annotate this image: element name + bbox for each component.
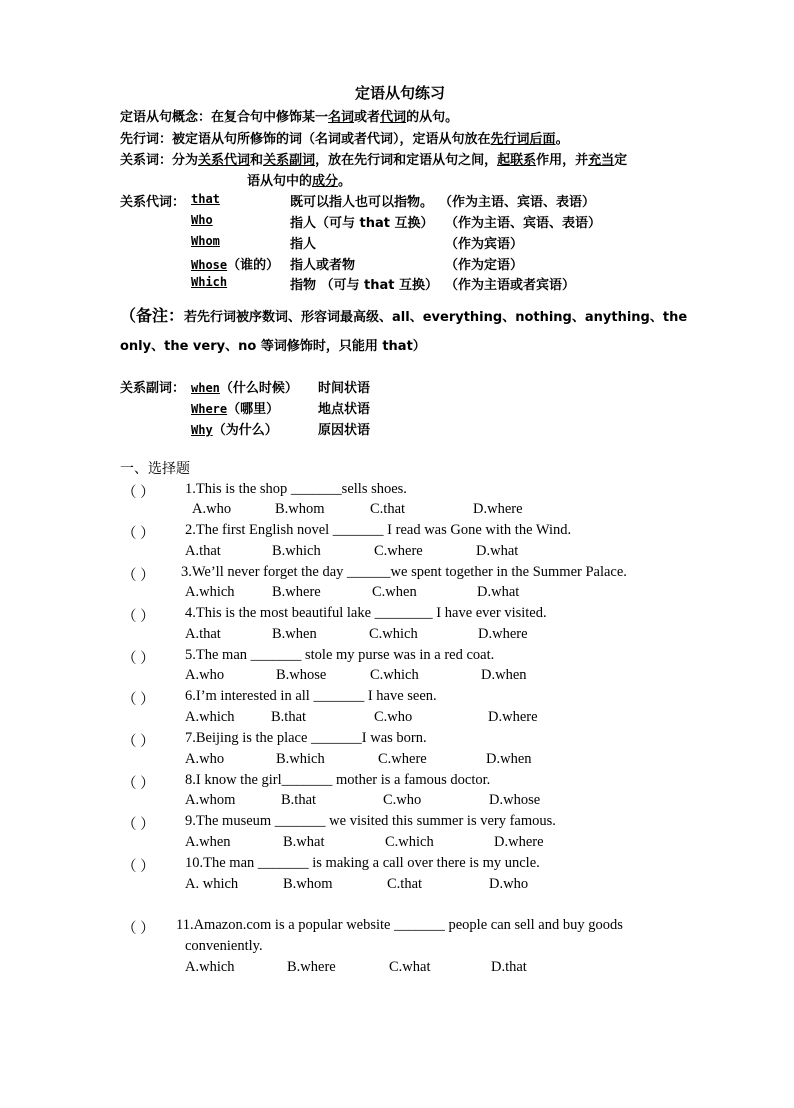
option-c: C.who: [383, 792, 422, 808]
question-text-continued: conveniently.: [185, 938, 263, 954]
pronoun-word-group: Whose（谁的）: [191, 258, 280, 273]
option-a: A.which: [185, 709, 235, 725]
option-d: D.that: [491, 959, 527, 975]
pronoun-word: Whose: [191, 258, 228, 272]
option-a: A.that: [185, 626, 221, 642]
option-d: D.where: [494, 834, 544, 850]
pronoun-role: （作为主语、宾语、表语）: [445, 216, 602, 231]
option-a: A.who: [185, 667, 225, 683]
answer-blank: （ ）: [122, 776, 155, 792]
page-title: 定语从句练习: [355, 84, 446, 102]
option-c: C.where: [374, 543, 423, 559]
option-b: B.which: [272, 543, 321, 559]
answer-blank: （ ）: [122, 734, 155, 750]
answer-blank: （ ）: [122, 921, 155, 937]
adverb-use: 时间状语: [318, 381, 371, 396]
option-a: A.which: [185, 959, 235, 975]
pronoun-word: that: [191, 192, 220, 206]
relative-word-label: 关系词：: [120, 153, 173, 168]
relative-word-line-2: 语从句中的成分。: [247, 174, 352, 189]
question-text: 2.The first English novel _______ I read was Gone with the Wind.: [185, 522, 572, 538]
option-a: A.who: [185, 751, 225, 767]
adverb-word: Where: [191, 402, 228, 416]
question-text: 7.Beijing is the place _______I was born.: [185, 730, 427, 746]
pronoun-meaning: 指人: [290, 237, 317, 252]
section-title: 一、选择题: [120, 461, 190, 477]
option-a: A.that: [185, 543, 221, 559]
adverb-word: when: [191, 381, 220, 395]
pronoun-role: （作为宾语）: [445, 237, 524, 252]
pronoun-word: Which: [191, 275, 228, 289]
adverb-label: 关系副词：: [120, 381, 186, 396]
adverb-word-group: when（什么时候）: [191, 381, 298, 396]
option-c: C.that: [387, 876, 423, 892]
option-b: B.whose: [276, 667, 327, 683]
option-c: C.that: [370, 501, 406, 517]
pronoun-meaning: 指人（可与 that 互换）: [290, 216, 434, 231]
option-b: B.where: [287, 959, 336, 975]
pronoun-meaning: 指人或者物: [290, 258, 356, 273]
option-b: B.when: [272, 626, 317, 642]
pronoun-role: （作为主语或者宾语）: [445, 278, 576, 293]
option-c: C.which: [369, 626, 418, 642]
adverb-word-group: Where（哪里）: [191, 402, 280, 417]
answer-blank: （ ）: [122, 859, 155, 875]
option-b: B.where: [272, 584, 321, 600]
option-a: A. which: [185, 876, 239, 892]
option-c: C.where: [378, 751, 427, 767]
option-a: A.who: [192, 501, 232, 517]
option-a: A.when: [185, 834, 231, 850]
answer-blank: （ ）: [122, 817, 155, 833]
pronoun-label: 关系代词：: [120, 195, 186, 210]
question-text: 8.I know the girl_______ mother is a famous doctor.: [185, 772, 491, 788]
adverb-use: 原因状语: [318, 423, 371, 438]
option-a: A.which: [185, 584, 235, 600]
option-c: C.what: [389, 959, 431, 975]
adverb-use: 地点状语: [318, 402, 371, 417]
note-line-2: only、the very、no 等词修饰时，只能用 that）: [120, 339, 426, 354]
pronoun-meaning: 指物 （可与 that 互换）: [290, 278, 439, 293]
option-d: D.when: [481, 667, 527, 683]
note-label: 备注：: [136, 306, 185, 325]
question-text: 4.This is the most beautiful lake ________ I have ever visited.: [185, 605, 547, 621]
question-text: 9.The museum _______ we visited this summer is very famous.: [185, 813, 556, 829]
answer-blank: （ ）: [122, 526, 155, 542]
question-text: 5.The man _______ stole my purse was in a red coat.: [185, 647, 495, 663]
answer-blank: （ ）: [122, 692, 155, 708]
antecedent-line: 先行词：被定语从句所修饰的词（名词或者代词），定语从句放在先行词后面。: [120, 132, 569, 147]
adverb-word: Why: [191, 423, 213, 437]
adverb-word-group: Why（为什么）: [191, 423, 278, 438]
pronoun-role: （作为定语）: [445, 258, 524, 273]
antecedent-label: 先行词：: [120, 132, 173, 147]
option-d: D.when: [486, 751, 532, 767]
option-c: C.which: [385, 834, 434, 850]
option-a: A.whom: [185, 792, 236, 808]
pronoun-role: （作为主语、宾语、表语）: [439, 195, 596, 210]
option-b: B.whom: [283, 876, 333, 892]
option-d: D.where: [473, 501, 523, 517]
option-d: D.where: [488, 709, 538, 725]
option-b: B.what: [283, 834, 325, 850]
option-d: D.who: [489, 876, 529, 892]
answer-blank: （ ）: [122, 651, 155, 667]
option-c: C.who: [374, 709, 413, 725]
option-c: C.which: [370, 667, 419, 683]
pronoun-word: Whom: [191, 234, 220, 248]
option-d: D.whose: [489, 792, 541, 808]
concept-label: 定语从句概念：: [120, 110, 212, 125]
option-c: C.when: [372, 584, 417, 600]
option-b: B.whom: [275, 501, 325, 517]
relative-word-line: 关系词：分为关系代词和关系副词，放在先行词和定语从句之间，起联系作用，并充当定: [120, 153, 628, 168]
answer-blank: （ ）: [122, 485, 155, 501]
option-d: D.what: [477, 584, 520, 600]
question-text: 6.I’m interested in all _______ I have seen.: [185, 688, 437, 704]
option-d: D.where: [478, 626, 528, 642]
question-text: 1.This is the shop _______sells shoes.: [185, 481, 407, 497]
option-b: B.that: [271, 709, 307, 725]
question-text: 10.The man _______ is making a call over there is my uncle.: [185, 855, 540, 871]
answer-blank: （ ）: [122, 568, 155, 584]
question-text: 3.We’ll never forget the day ______we spent together in the Summer Palace.: [181, 564, 627, 580]
pronoun-word: Who: [191, 213, 213, 227]
answer-blank: （ ）: [122, 609, 155, 625]
concept-line: 定语从句概念：在复合句中修饰某一名词或者代词的从句。: [120, 110, 459, 125]
question-text: 11.Amazon.com is a popular website _______ people can sell and buy goods: [176, 917, 623, 933]
pronoun-meaning: 既可以指人也可以指物。: [290, 195, 434, 210]
note-line-1: （备注：若先行词被序数词、形容词最高级、all、everything、nothing、anything、the: [120, 306, 688, 325]
option-d: D.what: [476, 543, 519, 559]
option-b: B.which: [276, 751, 325, 767]
option-b: B.that: [281, 792, 317, 808]
